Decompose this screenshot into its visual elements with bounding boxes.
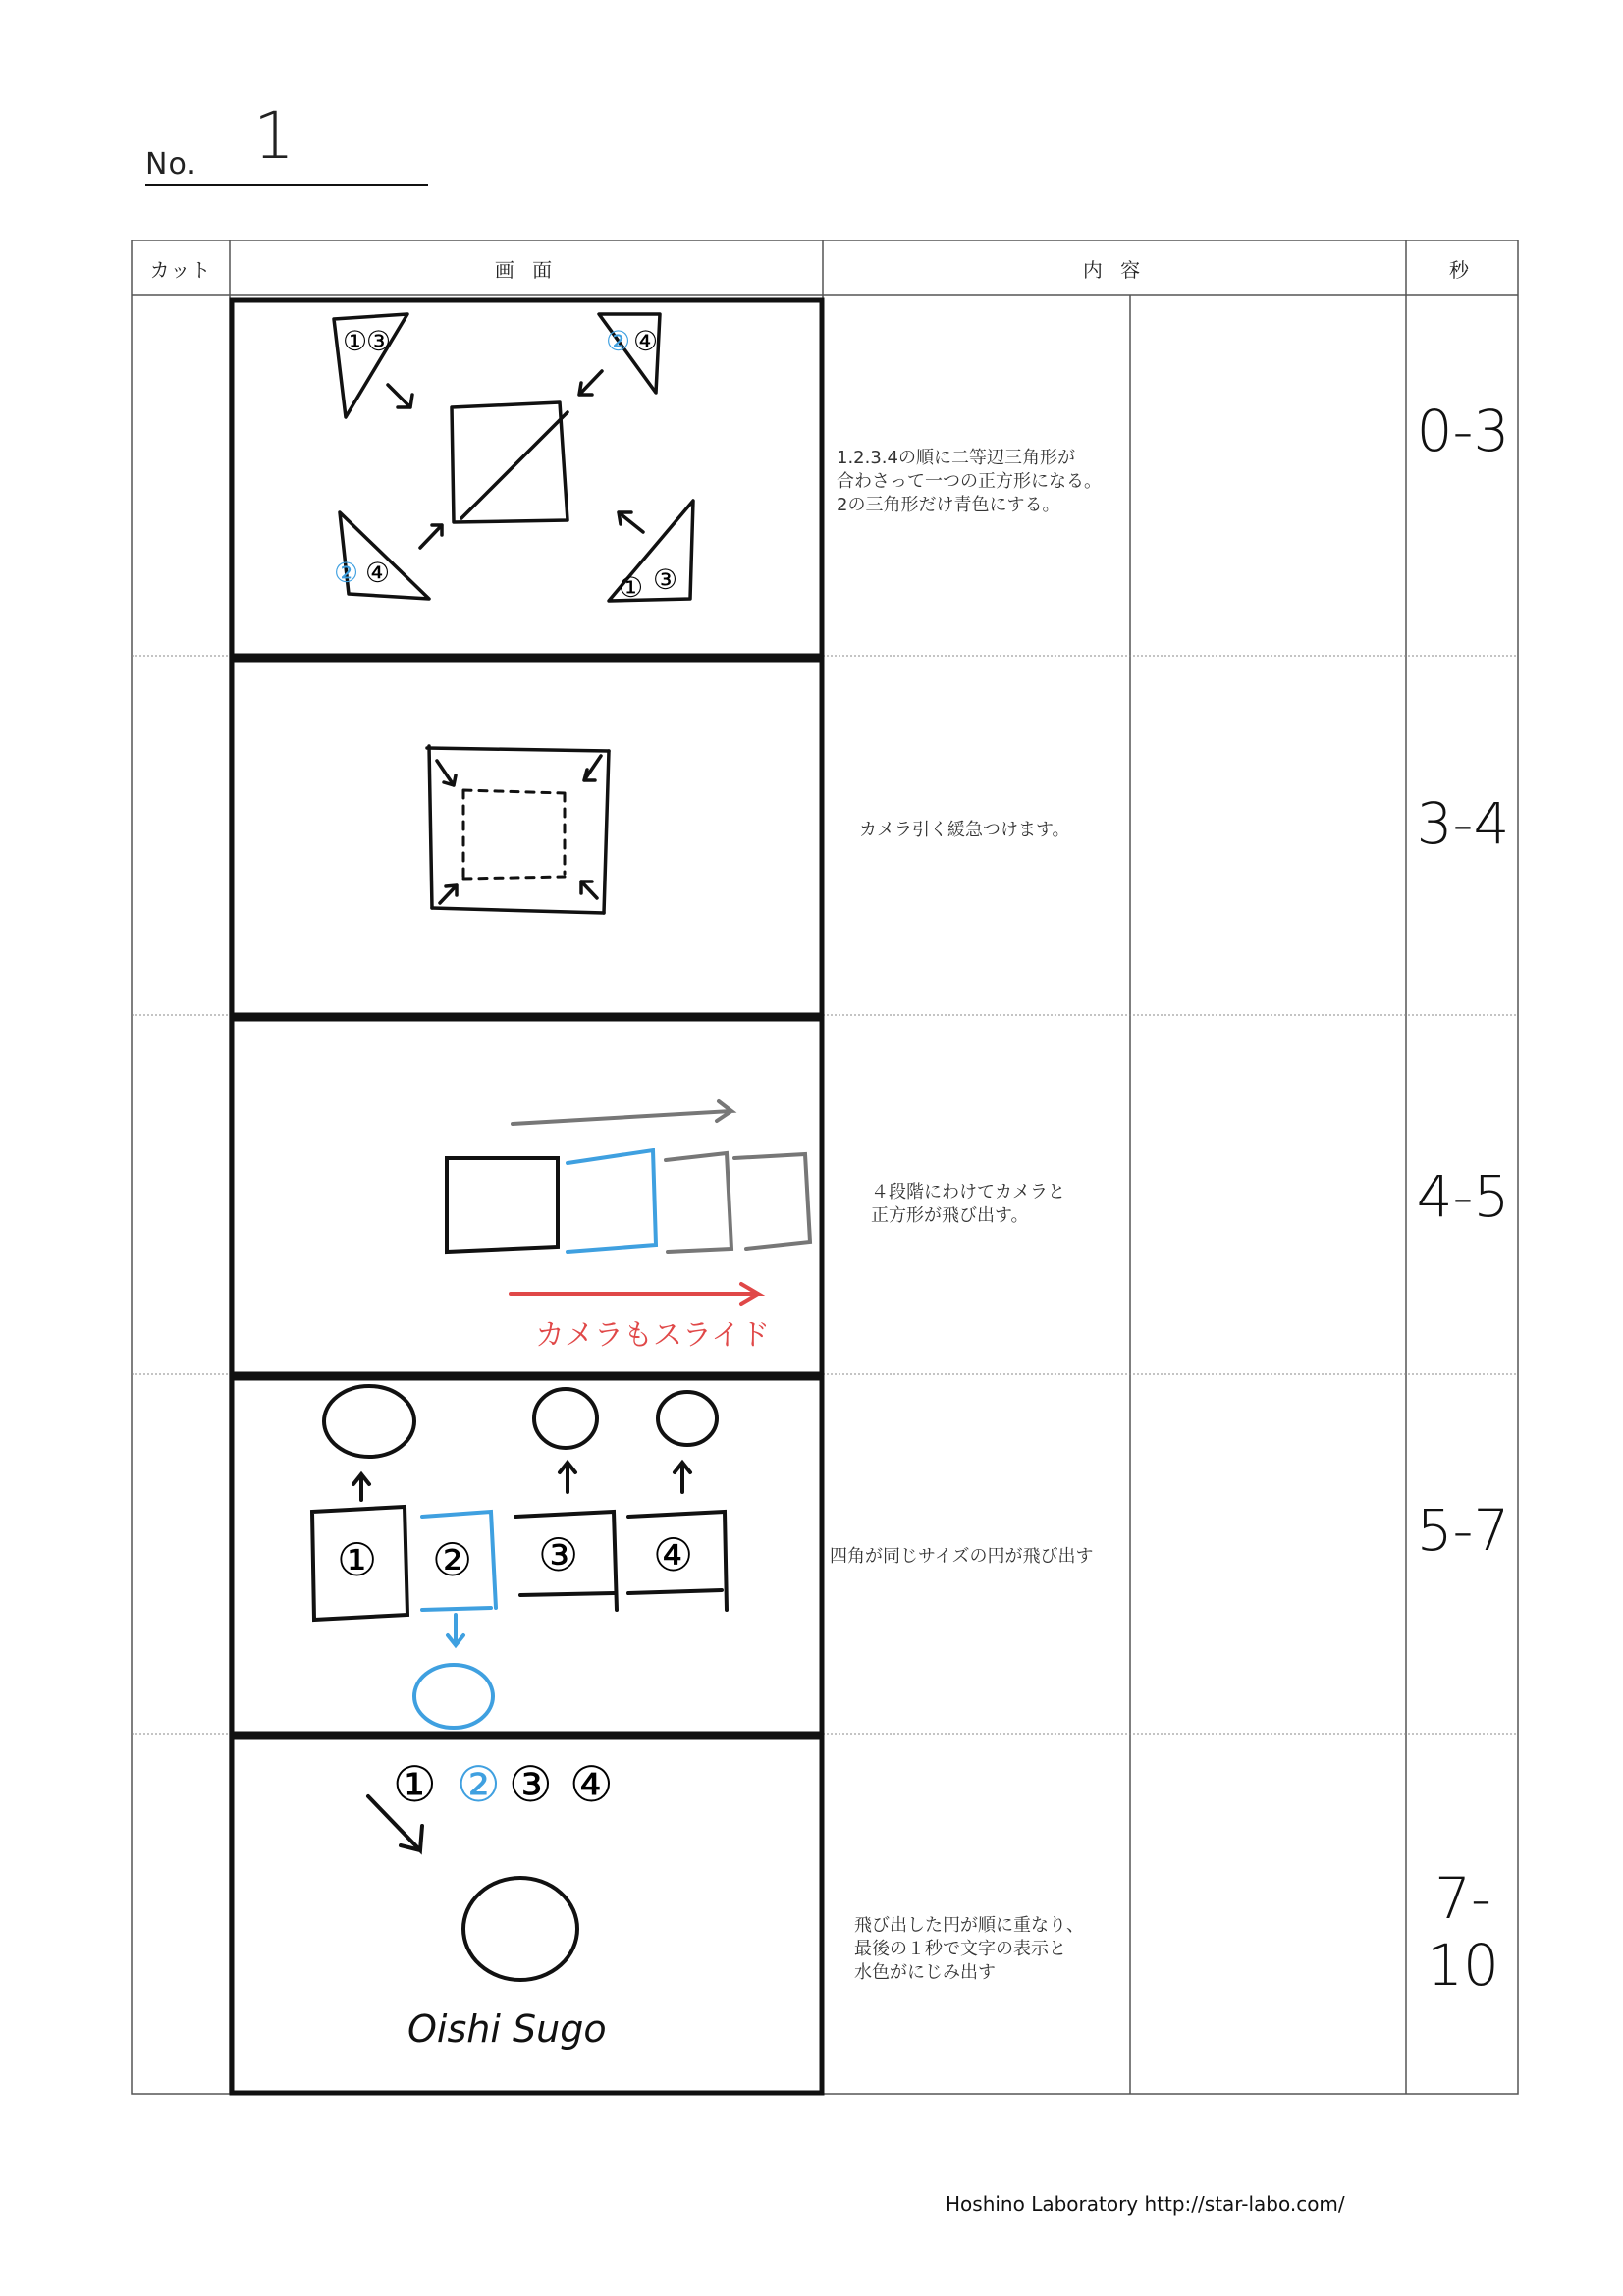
description-line: 合わさって一つの正方形になる。: [837, 471, 1102, 492]
box-num-3: ③: [538, 1528, 579, 1581]
box-num-4: ④: [653, 1528, 694, 1581]
circle-num-4: ④: [633, 325, 659, 357]
row-1-seconds: 0-3: [1416, 398, 1510, 464]
row-1-description: [837, 447, 1131, 517]
row-5-seconds: 7-10: [1427, 1865, 1499, 1999]
description-line: 飛び出した円が順に重なり、: [854, 1915, 1084, 1936]
frame5-number-circles: [393, 1756, 614, 1813]
description-line: 1.2.3.4の順に二等辺三角形が: [837, 448, 1075, 468]
description-line: 四角が同じサイズの円が飛び出す: [830, 1546, 1094, 1567]
row-2-seconds: 3-4: [1416, 790, 1510, 857]
box-num-1: ①: [337, 1533, 378, 1586]
description-line: 水色がにじみ出す: [854, 1962, 996, 1983]
circle-num-3: ③: [653, 563, 678, 596]
description-line: 最後の１秒で文字の表示と: [854, 1939, 1066, 1959]
circle-num-4: ④: [365, 557, 391, 589]
column-header-content: 内 容: [1082, 257, 1147, 282]
number-label: No.: [145, 147, 197, 182]
row-4-description: [830, 1545, 1124, 1569]
column-header-cut: カット: [149, 257, 212, 282]
sketch-squares-slide: [447, 1101, 810, 1304]
column-header-seconds: 秒: [1449, 257, 1475, 282]
stack-num-4: ④: [569, 1756, 614, 1813]
stack-num-3: ③: [509, 1756, 553, 1813]
description-line: 正方形が飛び出す。: [871, 1205, 1029, 1226]
circle-num-1: ①: [619, 571, 644, 604]
row-5-description: [854, 1914, 1149, 1985]
frame4-number-circles: [337, 1528, 693, 1586]
circle-num-3: ③: [366, 325, 392, 357]
circle-num-2: ②: [334, 557, 359, 589]
box-num-2: ②: [432, 1533, 473, 1586]
sketch-camera-pull: [427, 746, 609, 913]
number-value: 1: [253, 98, 295, 174]
frame1-number-circles: [334, 325, 677, 604]
final-title-text: Oishi Sugo: [407, 2007, 607, 2051]
description-line: ４段階にわけてカメラと: [871, 1182, 1065, 1202]
frame-1: [232, 300, 822, 656]
circle-num-1: ①: [343, 325, 368, 357]
circle-num-2: ②: [606, 325, 631, 357]
stack-num-1: ①: [393, 1756, 437, 1813]
frame-2: [232, 660, 822, 1015]
sketch-final-circle: [368, 1796, 577, 1980]
row-3-seconds: 4-5: [1416, 1163, 1510, 1230]
frame-borders: [232, 300, 822, 2093]
column-header-screen: 画 面: [494, 257, 559, 282]
row-4-seconds: 5-7: [1416, 1497, 1510, 1564]
frame-4: [232, 1378, 822, 1734]
footer-credit: Hoshino Laboratory http://star-labo.com/: [946, 2192, 1345, 2216]
camera-slide-label: カメラもスライド: [535, 1318, 771, 1353]
row-2-description: [859, 819, 1154, 842]
row-3-description: [871, 1181, 1165, 1228]
stack-num-2: ②: [457, 1756, 501, 1813]
description-line: カメラ引く緩急つけます。: [859, 820, 1070, 840]
description-line: 2の三角形だけ青色にする。: [837, 495, 1060, 515]
